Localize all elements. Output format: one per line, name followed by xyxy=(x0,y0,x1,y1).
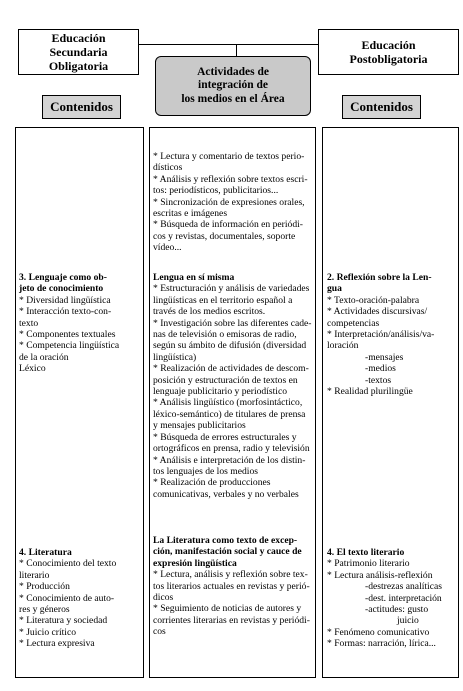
center-section-literatura: La Literatura como texto de excep- ción, manifestación social y cauce de expresión lingüística * Lectura, análisis y reflexión sobre tex- tos literarios actuales en revistas y perió- dicos * Seguimiento de noticias de autores y corrientes literarias en revistas y periódi- cos xyxy=(153,535,310,638)
header-secundaria: Educación Secundaria Obligatoria xyxy=(18,29,139,75)
header-postobligatoria: Educación Postobligatoria xyxy=(318,29,459,75)
right-section-reflexion: 2. Reflexión sobre la Len- gua * Texto-oración-palabra * Actividades discursivas/ competencias * Interpretación/análisis/va- loración -mensajes -medios -textos * Realidad plurilingüe xyxy=(327,272,435,398)
contenidos-label-left: Contenidos xyxy=(42,95,121,119)
center-section-medios: * Lectura y comentario de textos perio- dísticos * Análisis y reflexión sobre textos escri- tos: periodísticos, publicitarios... * Sincronización de expresiones orales, escritas e imágenes * Búsqueda de información en periódi- cos y revistas, documentales, soporte vídeo... xyxy=(153,151,308,254)
header-actividades: Actividades de integración de los medios en el Área xyxy=(155,56,311,116)
right-section-texto-literario: 4. El texto literario * Patrimonio literario * Lectura análisis-reflexión -destrezas analíticas -dest. interpretación -actitudes: gusto juicio * Fenómeno comunicativo * Formas: narración, lírica... xyxy=(327,547,442,650)
left-section-lenguaje: 3. Lenguaje como ob- jeto de conocimiento * Diversidad lingüística * Interacción texto-con- texto * Componentes textuales * Competencia lingüística de la oración Léxico xyxy=(19,272,120,375)
center-stem-line xyxy=(236,44,237,56)
center-section-lengua: Lengua en sí misma * Estructuración y análisis de variedades lingüísticas en el territorio español a través de los medios escritos. * Investigación sobre las diferentes cade- nas de televisión o emisoras de radio, según su ámbito de difusión (diversidad lingüística) * Realización de actividades de descom- posición y estructuración de textos en lenguaje publicitario y periodístico * Análisis lingüístico (morfosintáctico, léxico-semántico) de titulares de prensa y mensajes publicitarios * Búsqueda de errores estructurales y ortográficos en prensa, radio y televisión * Análisis e interpretación de los distin- tos lenguajes de los medios * Realización de producciones comunicativas, verbales y no verbales xyxy=(153,272,312,500)
left-section-literatura: 4. Literatura * Conocimiento del texto literario * Producción * Conocimiento de auto- res y géneros * Literatura y sociedad * Juicio crítico * Lectura expresiva xyxy=(19,547,117,650)
contenidos-label-right: Contenidos xyxy=(342,95,421,119)
